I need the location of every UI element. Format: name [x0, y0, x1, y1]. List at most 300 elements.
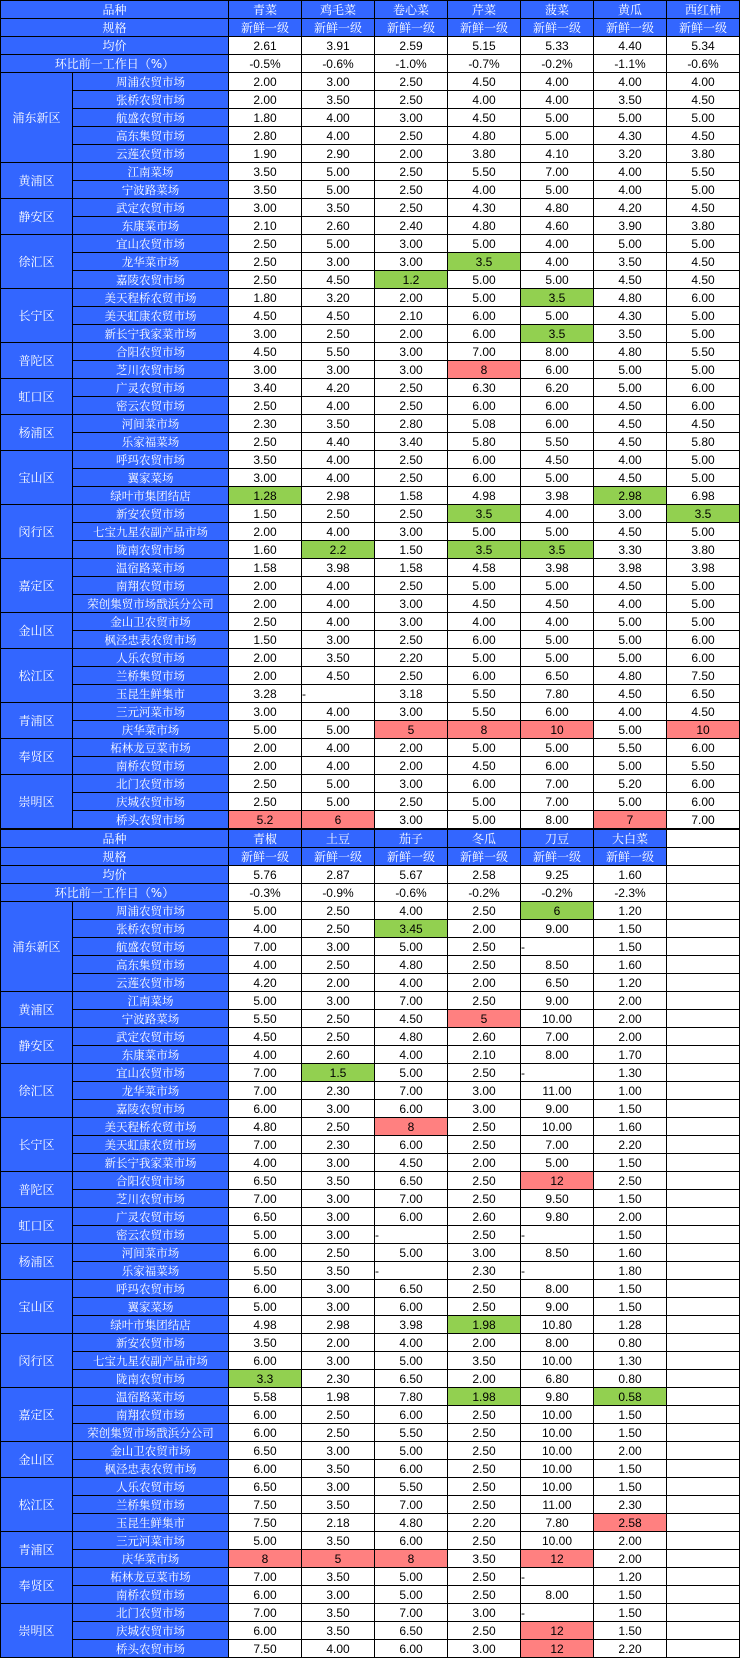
price-cell: 6.50: [375, 1280, 448, 1298]
district-name: 嘉定区: [1, 559, 73, 613]
price-cell: 2.20: [594, 1136, 667, 1154]
market-row: [1, 361, 740, 379]
price-cell: 2.50: [448, 1172, 521, 1190]
market-name: 宁波路菜场: [73, 1010, 229, 1028]
price-cell: 2.50: [229, 775, 302, 793]
empty-cell: [667, 1262, 740, 1280]
price-cell: 5.00: [667, 307, 740, 325]
empty-cell: [667, 1190, 740, 1208]
price-cell: 3.50: [302, 649, 375, 667]
price-cell: 2.30: [302, 1136, 375, 1154]
price-cell: 4.50: [667, 271, 740, 289]
empty-cell: [667, 1406, 740, 1424]
price-cell: 1.50: [594, 1478, 667, 1496]
market-name: 云莲农贸市场: [73, 145, 229, 163]
market-row: [1, 938, 740, 956]
change-row: [1, 884, 740, 902]
district-name: 静安区: [1, 199, 73, 235]
price-cell: 3.00: [302, 631, 375, 649]
price-cell: 1.98: [448, 1316, 521, 1334]
market-row: [1, 469, 740, 487]
market-row: [1, 1154, 740, 1172]
price-cell: 7.00: [375, 1190, 448, 1208]
price-cell: 5.00: [667, 325, 740, 343]
price-cell: 2.18: [302, 1514, 375, 1532]
price-cell: 5.00: [521, 523, 594, 541]
market-row: [1, 1316, 740, 1334]
header-row: [1, 1, 740, 19]
price-cell: 5.00: [229, 1532, 302, 1550]
market-name: 新安农贸市场: [73, 1334, 229, 1352]
price-cell: 4.00: [521, 91, 594, 109]
empty-cell: [667, 1640, 740, 1658]
price-cell: 2.50: [375, 127, 448, 145]
district-name: 黄浦区: [1, 163, 73, 199]
price-cell: 1.80: [229, 109, 302, 127]
market-name: 温宿路菜市场: [73, 1388, 229, 1406]
price-cell: 5: [448, 1010, 521, 1028]
price-cell: 6.50: [375, 1172, 448, 1190]
veg-name: 芹菜: [448, 1, 521, 19]
price-cell: 3.98: [667, 559, 740, 577]
district-name: 崇明区: [1, 775, 73, 829]
price-cell: 2.00: [448, 1370, 521, 1388]
market-row: [1, 1586, 740, 1604]
header-row: [1, 830, 740, 848]
price-cell: 5.00: [521, 127, 594, 145]
price-cell: 4.00: [594, 703, 667, 721]
price-cell: 2.50: [448, 1478, 521, 1496]
empty-cell: [667, 992, 740, 1010]
price-cell: 5.00: [667, 181, 740, 199]
price-cell: 3.5: [521, 289, 594, 307]
price-cell: 6.50: [521, 667, 594, 685]
price-cell: 4.00: [594, 595, 667, 613]
price-cell: 4.50: [594, 685, 667, 703]
price-cell: 2.50: [375, 505, 448, 523]
market-name: 南桥农贸市场: [73, 757, 229, 775]
market-name: 庆华菜市场: [73, 721, 229, 739]
price-cell: 2.50: [448, 1424, 521, 1442]
price-cell: 2.50: [229, 613, 302, 631]
price-cell: 2.00: [594, 1208, 667, 1226]
price-cell: 2.80: [229, 127, 302, 145]
market-row: [1, 956, 740, 974]
empty-cell: [667, 1208, 740, 1226]
price-cell: 1.50: [594, 1586, 667, 1604]
empty-cell: [667, 1226, 740, 1244]
price-cell: 3.00: [448, 1640, 521, 1658]
empty-cell: [667, 1280, 740, 1298]
price-cell: 2.50: [229, 793, 302, 811]
price-cell: 3.98: [302, 559, 375, 577]
price-cell: 1.5: [302, 1064, 375, 1082]
price-cell: 2.00: [229, 739, 302, 757]
change-value: -0.9%: [302, 884, 375, 902]
market-row: [1, 487, 740, 505]
price-cell: 8.00: [521, 1280, 594, 1298]
price-cell: 7.00: [229, 1082, 302, 1100]
price-cell: 2.00: [229, 757, 302, 775]
price-cell: 5.00: [302, 721, 375, 739]
price-cell: 4.00: [302, 469, 375, 487]
price-cell: 2.50: [448, 1586, 521, 1604]
veg-name: 菠菜: [521, 1, 594, 19]
price-cell: 5.20: [594, 775, 667, 793]
price-cell: 2.90: [302, 145, 375, 163]
price-cell: 3.20: [594, 145, 667, 163]
price-cell: 7.50: [229, 1640, 302, 1658]
market-name: 庆城农贸市场: [73, 793, 229, 811]
price-cell: 4.00: [521, 613, 594, 631]
market-name: 广灵农贸市场: [73, 379, 229, 397]
price-cell: 2.00: [375, 145, 448, 163]
market-name: 河间菜市场: [73, 415, 229, 433]
price-cell: 5.00: [521, 649, 594, 667]
price-cell: 5.50: [448, 703, 521, 721]
price-cell: 2.10: [375, 307, 448, 325]
market-name: 张桥农贸市场: [73, 920, 229, 938]
price-cell: 4.00: [302, 739, 375, 757]
price-cell: 3.00: [302, 1208, 375, 1226]
market-name: 宁波路菜场: [73, 181, 229, 199]
price-cell: 5.00: [448, 523, 521, 541]
price-cell: 6.00: [521, 757, 594, 775]
price-cell: 5.00: [667, 523, 740, 541]
price-cell: 5.00: [594, 361, 667, 379]
price-cell: 1.80: [594, 1262, 667, 1280]
market-row: [1, 1208, 740, 1226]
empty-cell: [667, 1424, 740, 1442]
price-cell: 2.00: [375, 289, 448, 307]
market-row: [1, 1028, 740, 1046]
price-cell: 2.50: [375, 181, 448, 199]
change-value: -0.2%: [521, 55, 594, 73]
market-name: 南桥农贸市场: [73, 1586, 229, 1604]
price-cell: 2.50: [375, 793, 448, 811]
price-cell: 4.00: [302, 613, 375, 631]
price-cell: -: [521, 938, 594, 956]
price-cell: 4.60: [521, 217, 594, 235]
price-cell: 6.50: [229, 1208, 302, 1226]
price-cell: 3.50: [229, 1334, 302, 1352]
market-name: 河间菜市场: [73, 1244, 229, 1262]
market-name: 密云农贸市场: [73, 1226, 229, 1244]
price-cell: 5.50: [448, 163, 521, 181]
price-cell: 3.98: [521, 487, 594, 505]
avg-label: 均价: [1, 37, 229, 55]
price-cell: 4.50: [667, 127, 740, 145]
price-cell: 4.30: [594, 307, 667, 325]
price-cell: 4.50: [229, 307, 302, 325]
price-cell: 6.50: [375, 1622, 448, 1640]
market-row: [1, 415, 740, 433]
price-cell: 3.00: [302, 361, 375, 379]
price-cell: 2.60: [302, 217, 375, 235]
price-cell: 7.00: [521, 1028, 594, 1046]
price-cell: 2.50: [229, 433, 302, 451]
price-cell: 3.00: [448, 1244, 521, 1262]
empty-cell: [667, 920, 740, 938]
price-cell: 7.00: [375, 1082, 448, 1100]
market-row: [1, 703, 740, 721]
price-cell: 6.00: [521, 361, 594, 379]
market-name: 南翔农贸市场: [73, 577, 229, 595]
market-row: [1, 523, 740, 541]
price-cell: 3.00: [302, 73, 375, 91]
price-cell: 3.50: [594, 325, 667, 343]
price-cell: 7.00: [448, 343, 521, 361]
market-row: [1, 775, 740, 793]
price-cell: 2.50: [375, 91, 448, 109]
price-cell: 3.3: [229, 1370, 302, 1388]
price-cell: 3.00: [375, 235, 448, 253]
price-cell: 2.50: [375, 577, 448, 595]
empty-cell: [667, 1082, 740, 1100]
district-name: 宝山区: [1, 451, 73, 505]
price-cell: 3.00: [302, 938, 375, 956]
price-cell: 2.50: [448, 1622, 521, 1640]
price-cell: 4.50: [667, 199, 740, 217]
price-cell: 1.28: [594, 1316, 667, 1334]
price-cell: 5.00: [448, 649, 521, 667]
price-cell: 5.00: [448, 235, 521, 253]
price-cell: 6.00: [521, 415, 594, 433]
district-name: 静安区: [1, 1028, 73, 1064]
price-cell: 4.50: [448, 109, 521, 127]
district-name: 黄浦区: [1, 992, 73, 1028]
price-cell: 4.00: [375, 974, 448, 992]
price-cell: 8: [448, 361, 521, 379]
price-cell: 4.80: [375, 1028, 448, 1046]
price-cell: 5.00: [375, 1586, 448, 1604]
veg-name: 黄瓜: [594, 1, 667, 19]
price-cell: 4.00: [302, 595, 375, 613]
price-cell: 3.98: [521, 559, 594, 577]
market-name: 庆城农贸市场: [73, 1622, 229, 1640]
price-table-1: [0, 0, 740, 829]
price-cell: 6.00: [229, 1622, 302, 1640]
price-cell: 3.40: [229, 379, 302, 397]
price-cell: 5.00: [667, 613, 740, 631]
price-cell: -: [521, 1604, 594, 1622]
spec-value: 新鲜一级: [375, 848, 448, 866]
price-cell: 6.00: [521, 703, 594, 721]
price-cell: 1.60: [594, 956, 667, 974]
avg-price: 5.76: [229, 866, 302, 884]
price-cell: 10: [667, 721, 740, 739]
price-cell: -: [521, 1064, 594, 1082]
district-name: 松江区: [1, 1478, 73, 1532]
price-cell: 2.58: [594, 1514, 667, 1532]
price-cell: 4.00: [521, 73, 594, 91]
price-cell: 6.30: [448, 379, 521, 397]
price-cell: 10.00: [521, 1406, 594, 1424]
price-cell: 7.80: [375, 1388, 448, 1406]
market-name: 七宝九星农副产品市场: [73, 523, 229, 541]
spec-value: 新鲜一级: [229, 848, 302, 866]
district-name: 普陀区: [1, 343, 73, 379]
price-cell: 4.00: [521, 253, 594, 271]
price-cell: 3.00: [302, 1280, 375, 1298]
price-cell: 1.20: [594, 902, 667, 920]
veg-name: 西红柿: [667, 1, 740, 19]
district-name: 奉贤区: [1, 739, 73, 775]
price-cell: 6.00: [229, 1424, 302, 1442]
price-cell: 3.50: [448, 1352, 521, 1370]
price-cell: 10.00: [521, 1532, 594, 1550]
price-cell: 8.00: [521, 1046, 594, 1064]
market-name: 桥头农贸市场: [73, 811, 229, 829]
market-row: [1, 1604, 740, 1622]
empty-cell: [667, 1532, 740, 1550]
price-cell: 6.00: [229, 1460, 302, 1478]
price-cell: 1.98: [448, 1388, 521, 1406]
price-cell: 3.00: [229, 703, 302, 721]
price-cell: 2.00: [375, 325, 448, 343]
market-row: [1, 1046, 740, 1064]
price-cell: 7.80: [521, 685, 594, 703]
price-cell: 4.50: [375, 1154, 448, 1172]
empty-cell: [667, 938, 740, 956]
market-row: [1, 1424, 740, 1442]
district-name: 松江区: [1, 649, 73, 703]
price-cell: 2.30: [448, 1262, 521, 1280]
market-row: [1, 559, 740, 577]
price-cell: 6.00: [667, 793, 740, 811]
price-cell: 7.80: [521, 1514, 594, 1532]
market-name: 合阳农贸市场: [73, 343, 229, 361]
district-name: 金山区: [1, 1442, 73, 1478]
market-row: [1, 1190, 740, 1208]
price-cell: 6.50: [667, 685, 740, 703]
price-cell: 4.50: [594, 415, 667, 433]
price-cell: 6.00: [375, 1460, 448, 1478]
market-row: [1, 289, 740, 307]
price-cell: 3.00: [375, 775, 448, 793]
price-cell: 4.00: [302, 127, 375, 145]
price-cell: 4.00: [594, 181, 667, 199]
price-cell: 3.00: [302, 1586, 375, 1604]
market-name: 乐家福菜场: [73, 1262, 229, 1280]
price-cell: 4.50: [594, 397, 667, 415]
market-name: 新长宁我家菜市场: [73, 1154, 229, 1172]
market-name: 美天程桥农贸市场: [73, 289, 229, 307]
market-row: [1, 685, 740, 703]
price-cell: 3.00: [375, 253, 448, 271]
price-cell: 2.80: [375, 415, 448, 433]
price-cell: 5.00: [594, 109, 667, 127]
price-cell: 2.00: [229, 667, 302, 685]
price-cell: 2.50: [594, 1172, 667, 1190]
price-cell: 8.00: [521, 1586, 594, 1604]
variety-label: 品种: [1, 830, 229, 848]
price-cell: 1.50: [594, 1460, 667, 1478]
price-cell: 6.00: [667, 631, 740, 649]
market-name: 武定农贸市场: [73, 199, 229, 217]
price-cell: 3.00: [594, 505, 667, 523]
market-row: [1, 902, 740, 920]
market-name: 北门农贸市场: [73, 1604, 229, 1622]
price-cell: -: [521, 1262, 594, 1280]
price-cell: 6.00: [448, 667, 521, 685]
price-cell: 2.50: [302, 1406, 375, 1424]
change-value: -0.6%: [375, 884, 448, 902]
market-row: [1, 343, 740, 361]
price-cell: 1.50: [229, 631, 302, 649]
price-cell: 5.50: [229, 1262, 302, 1280]
market-name: 龙华菜市场: [73, 253, 229, 271]
price-cell: 2.20: [448, 1514, 521, 1532]
price-cell: 3.00: [302, 992, 375, 1010]
district-name: 长宁区: [1, 1118, 73, 1172]
price-cell: 4.50: [229, 343, 302, 361]
market-name: 广灵农贸市场: [73, 1208, 229, 1226]
market-row: [1, 325, 740, 343]
price-cell: 5.00: [667, 577, 740, 595]
price-cell: 2.50: [448, 1568, 521, 1586]
price-cell: 5.00: [229, 902, 302, 920]
market-name: 枫泾忠表农贸市场: [73, 1460, 229, 1478]
price-cell: 3.50: [302, 1568, 375, 1586]
price-cell: 3.00: [375, 109, 448, 127]
market-name: 张桥农贸市场: [73, 91, 229, 109]
price-cell: 6.00: [229, 1352, 302, 1370]
price-cell: 6.00: [448, 397, 521, 415]
avg-price: 2.61: [229, 37, 302, 55]
price-cell: 6.20: [521, 379, 594, 397]
price-cell: 9.00: [521, 992, 594, 1010]
price-cell: 9.50: [521, 1190, 594, 1208]
veg-name: 土豆: [302, 830, 375, 848]
spec-value: 新鲜一级: [448, 19, 521, 37]
price-cell: 2.00: [302, 1334, 375, 1352]
price-cell: 6.00: [229, 1280, 302, 1298]
price-cell: -: [375, 1262, 448, 1280]
price-cell: 2.60: [448, 1028, 521, 1046]
price-cell: 7.00: [229, 1568, 302, 1586]
price-cell: 4.30: [448, 199, 521, 217]
price-cell: 1.50: [594, 1424, 667, 1442]
price-cell: 3.00: [375, 613, 448, 631]
price-cell: 3.5: [521, 541, 594, 559]
price-cell: 5.00: [229, 1298, 302, 1316]
avg-price: 5.34: [667, 37, 740, 55]
empty-cell: [667, 1028, 740, 1046]
veg-name: 卷心菜: [375, 1, 448, 19]
price-cell: 6.00: [521, 397, 594, 415]
price-cell: 3.50: [302, 1172, 375, 1190]
market-name: 周浦农贸市场: [73, 902, 229, 920]
price-cell: 2.00: [229, 595, 302, 613]
market-row: [1, 1172, 740, 1190]
price-cell: 4.50: [302, 667, 375, 685]
market-row: [1, 1550, 740, 1568]
empty-cell: [667, 1514, 740, 1532]
avg-price: 2.87: [302, 866, 375, 884]
market-name: 东康菜市场: [73, 1046, 229, 1064]
market-row: [1, 1298, 740, 1316]
spec-label: 规格: [1, 19, 229, 37]
empty-cell: [667, 1478, 740, 1496]
price-cell: 4.80: [375, 1514, 448, 1532]
market-row: [1, 271, 740, 289]
market-row: [1, 1388, 740, 1406]
price-cell: 6.00: [375, 1640, 448, 1658]
district-name: 金山区: [1, 613, 73, 649]
price-cell: 1.00: [594, 1082, 667, 1100]
price-cell: 5.50: [229, 1010, 302, 1028]
